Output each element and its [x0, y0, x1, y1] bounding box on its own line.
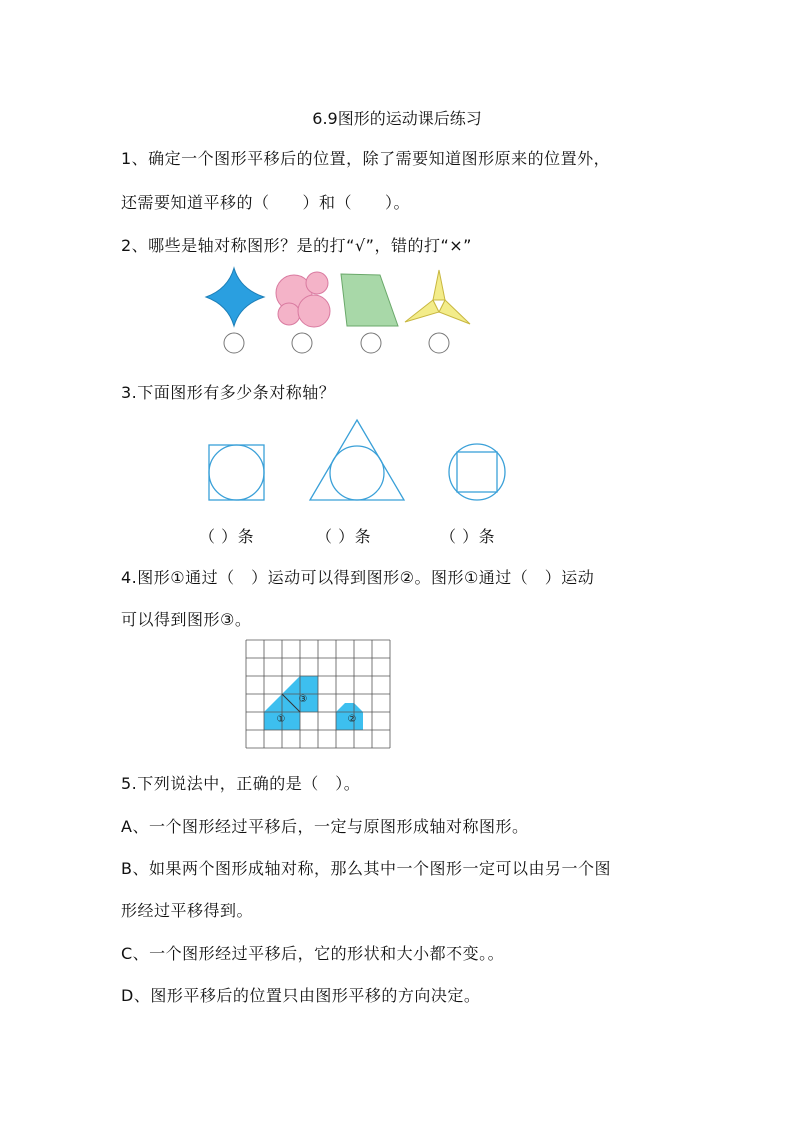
- q3-answer-3: （ ）条: [440, 527, 496, 546]
- q1-line2: 还需要知道平移的（ ）和（ ）。: [121, 193, 411, 212]
- three-point-star-shape: [405, 270, 470, 324]
- q2-answer-circle-2[interactable]: [292, 333, 312, 353]
- q4-line1: 4.图形①通过（ ）运动可以得到图形②。图形①通过（ ）运动: [121, 568, 595, 587]
- trapezoid-shape: [341, 274, 398, 326]
- q2-answer-circle-4[interactable]: [429, 333, 449, 353]
- page-title: 6.9图形的运动课后练习: [312, 109, 482, 128]
- q5-option-c: C、一个图形经过平移后，它的形状和大小都不变。。: [121, 944, 505, 963]
- q2-shapes: [0, 265, 794, 365]
- q4-line2: 可以得到图形③。: [121, 610, 252, 629]
- four-point-star-shape: [206, 268, 264, 326]
- q5-option-a: A、一个图形经过平移后，一定与原图形成轴对称图形。: [121, 817, 529, 836]
- figure-2-label: ②: [347, 714, 357, 725]
- q5-option-b-line2: 形经过平移得到。: [121, 901, 254, 920]
- figure-1-label: ①: [276, 714, 286, 725]
- q5-option-b-line1: B、如果两个图形成轴对称，那么其中一个图形一定可以由另一个图: [121, 859, 611, 878]
- q3-square-circle: [209, 445, 264, 500]
- q4-grid-figure: [240, 643, 390, 758]
- q2-answer-circle-3[interactable]: [361, 333, 381, 353]
- q3-triangle-circle: [330, 446, 384, 500]
- q2-answer-circle-1[interactable]: [224, 333, 244, 353]
- q5-option-d: D、图形平移后的位置只由图形平移的方向决定。: [121, 986, 481, 1005]
- q3-text: 3.下面图形有多少条对称轴？: [121, 383, 336, 402]
- four-circles-shape: [276, 272, 330, 327]
- q3-triangle: [310, 420, 404, 500]
- q3-answer-1: （ ）条: [199, 527, 255, 546]
- q1-line1: 1、确定一个图形平移后的位置，除了需要知道图形原来的位置外，: [121, 149, 611, 168]
- q5-text: 5.下列说法中，正确的是（ ）。: [121, 774, 361, 793]
- q3-answer-2: （ ）条: [316, 527, 372, 546]
- q2-text: 2、哪些是轴对称图形？是的打“√”，错的打“×”: [121, 236, 472, 255]
- q3-shapes: [0, 418, 794, 518]
- q3-circle-square: [457, 452, 497, 492]
- figure-3-label: ③: [298, 694, 308, 705]
